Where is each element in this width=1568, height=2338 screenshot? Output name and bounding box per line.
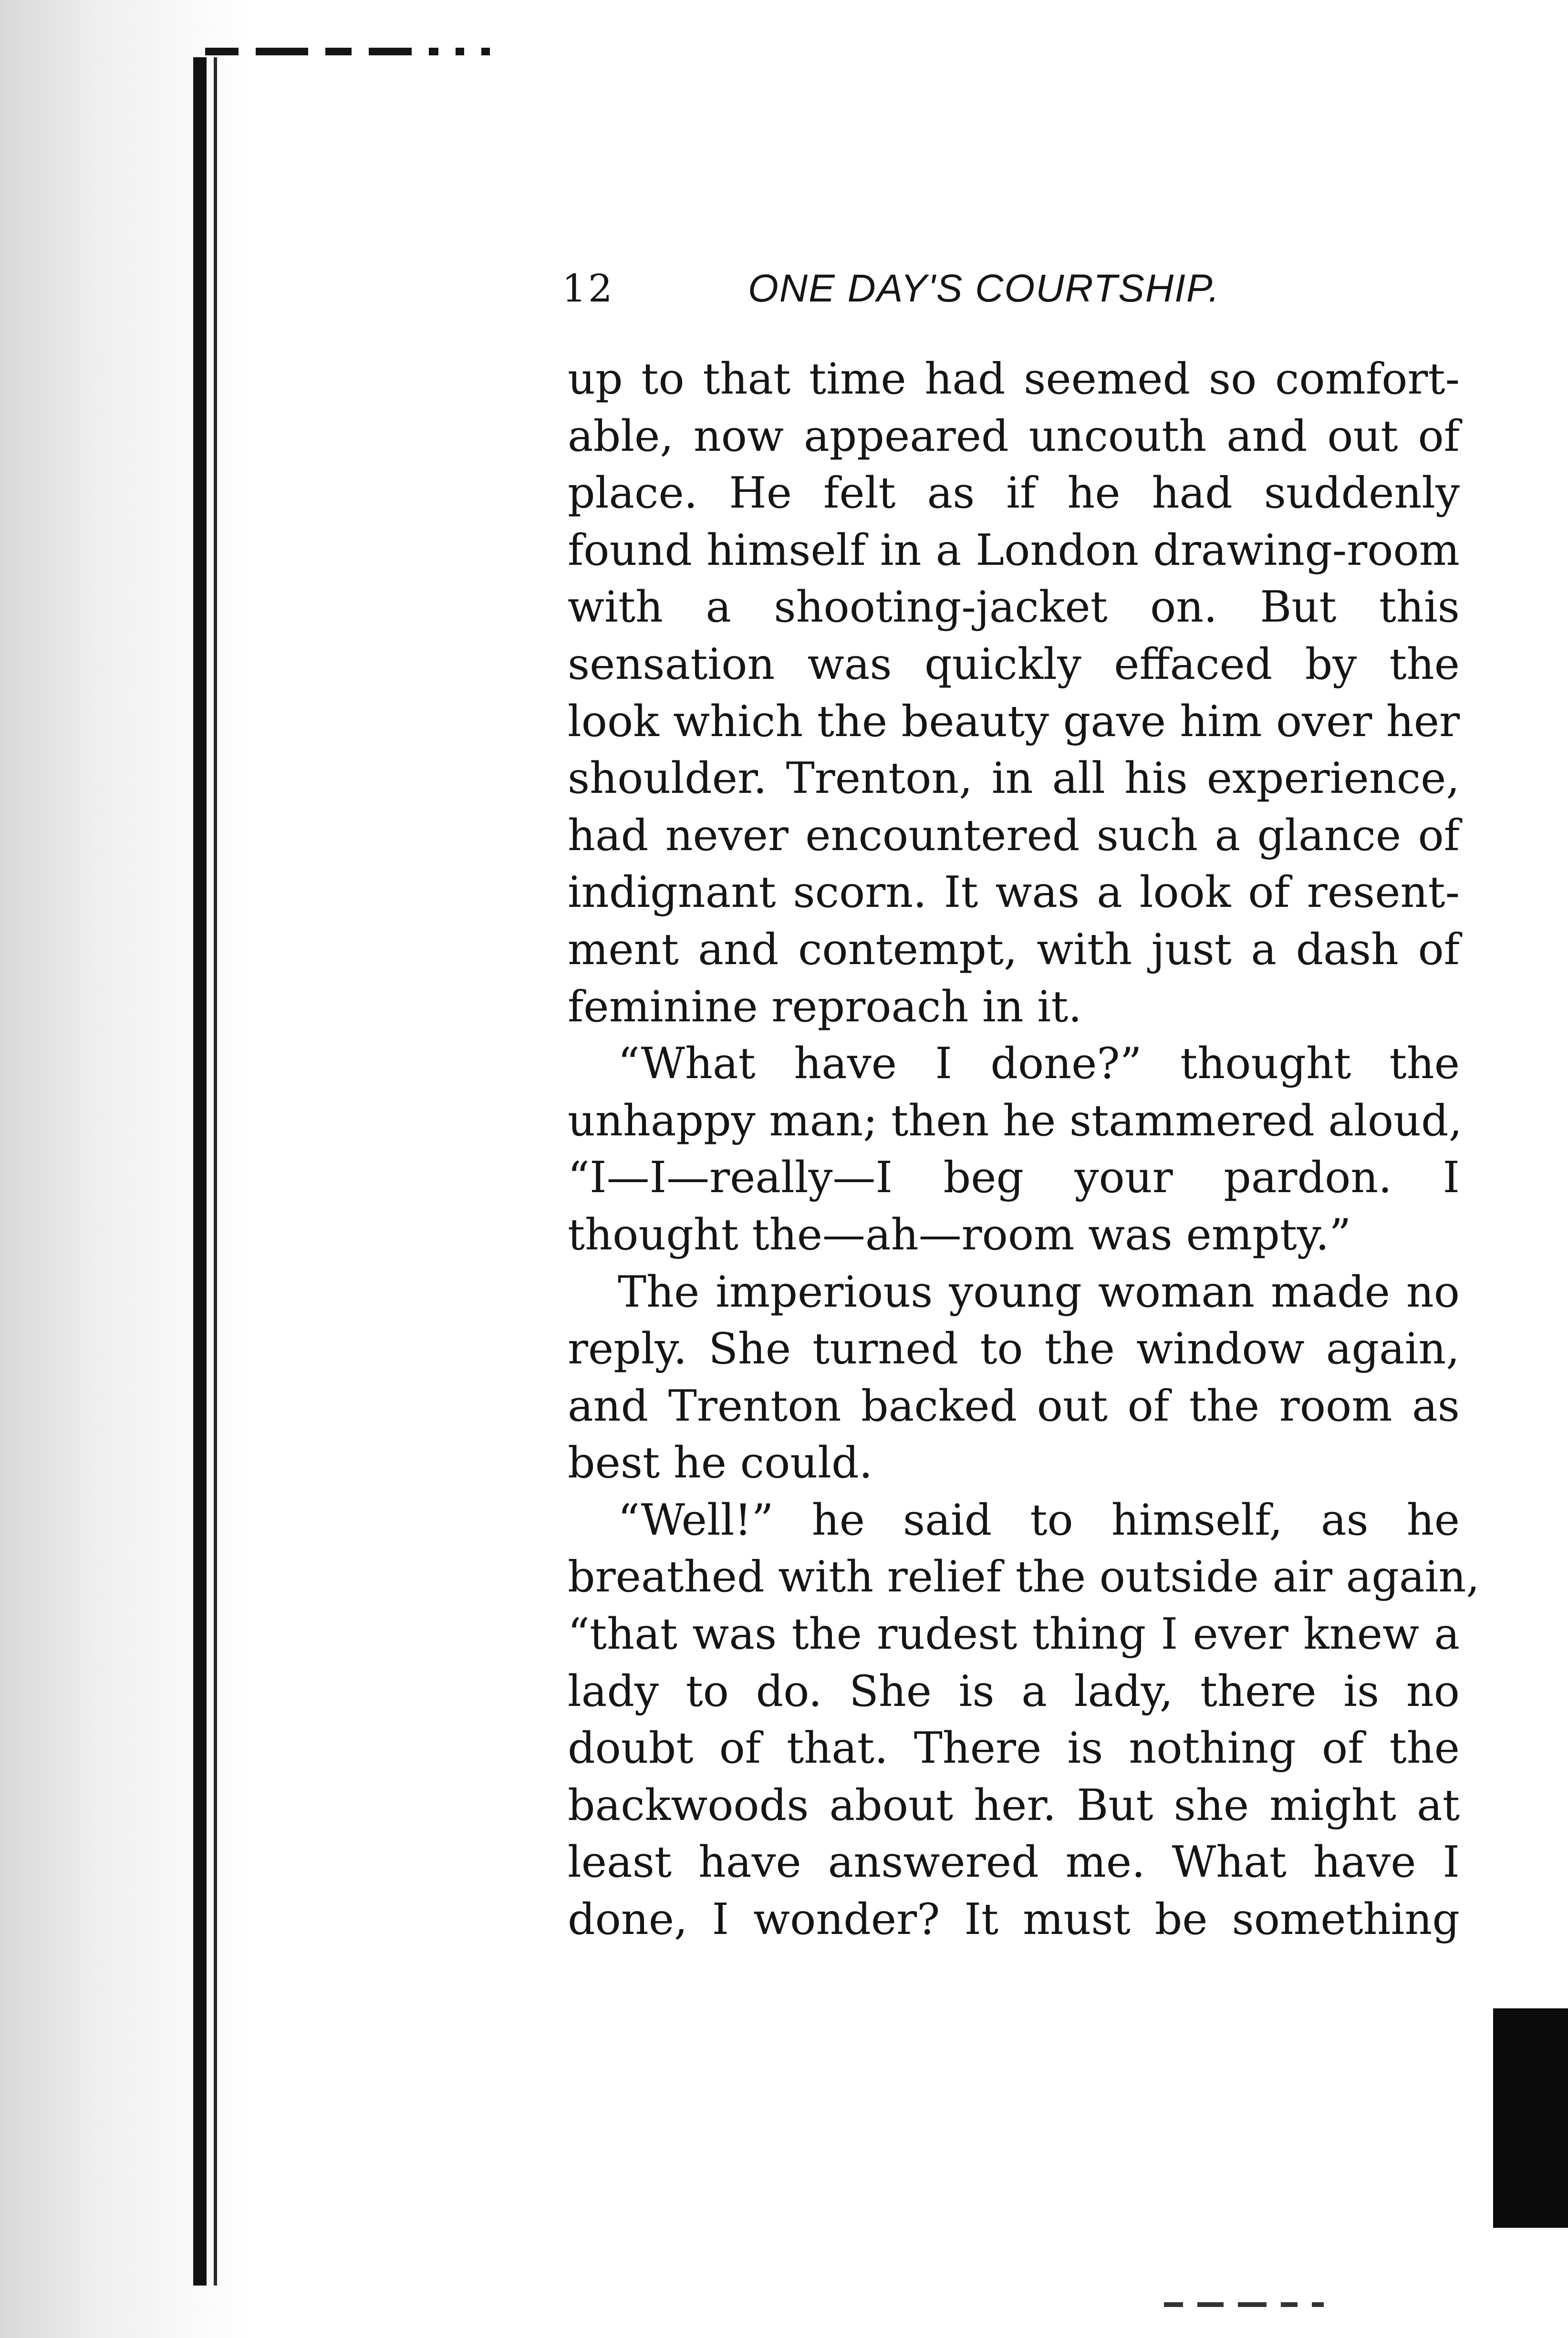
page-number: 12 [562, 266, 614, 311]
paragraph-start-line: “Well!” he said to himself, as he [618, 1495, 1460, 1545]
text-line: doubt of that. There is nothing of the [568, 1723, 1460, 1774]
scan-bottom-marks [1164, 2302, 1498, 2308]
page-body-text [568, 351, 1480, 1948]
paragraph-end-line: best he could. [568, 1438, 873, 1488]
text-line: indignant scorn. It was a look of resent- [568, 867, 1460, 918]
text-line: lady to do. She is a lady, there is no [568, 1666, 1460, 1716]
paragraph-end-line: thought the—ah—room was empty.” [568, 1209, 1351, 1260]
scan-edge-block [1493, 2008, 1568, 2228]
text-line: found himself in a London drawing-room [568, 525, 1460, 575]
text-line: up to that time had seemed so comfort- [568, 354, 1460, 404]
text-line: look which the beauty gave him over her [568, 696, 1460, 747]
text-line: unhappy man; then he stammered aloud, [568, 1095, 1463, 1146]
binding-gutter-rule-thin [214, 57, 217, 2286]
text-line: reply. She turned to the window again, [568, 1324, 1460, 1374]
text-line: least have answered me. What have I [568, 1837, 1460, 1888]
text-line: sensation was quickly effaced by the [568, 639, 1460, 689]
text-line: done, I wonder? It must be something [568, 1894, 1460, 1945]
text-line: ment and contempt, with just a dash of [568, 924, 1460, 975]
scanned-page-edge [0, 0, 248, 2338]
page-header [562, 260, 1468, 317]
text-line: with a shooting-jacket on. But this [568, 582, 1460, 633]
text-line: able, now appeared uncouth and out of [568, 411, 1460, 461]
binding-gutter-rule [193, 57, 207, 2286]
text-line: had never encountered such a glance of [568, 810, 1460, 861]
text-line: breathed with relief the outside air again, [568, 1552, 1480, 1602]
text-line: and Trenton backed out of the room as [568, 1381, 1460, 1431]
running-title: ONE DAY'S COURTSHIP. [748, 267, 1220, 310]
paragraph-start-line: “What have I done?” thought the [618, 1039, 1460, 1089]
text-line: “that was the rudest thing I ever knew a [568, 1609, 1460, 1660]
text-line: backwoods about her. But she might at [568, 1780, 1460, 1830]
scan-top-marks [205, 48, 515, 56]
paragraph-start-line: The imperious young woman made no [618, 1267, 1460, 1317]
text-line: place. He felt as if he had suddenly [568, 468, 1460, 519]
paragraph-end-line: feminine reproach in it. [568, 981, 1082, 1032]
text-line: shoulder. Trenton, in all his experience, [568, 753, 1460, 804]
text-line: “I—I—really—I beg your pardon. I [568, 1153, 1460, 1203]
